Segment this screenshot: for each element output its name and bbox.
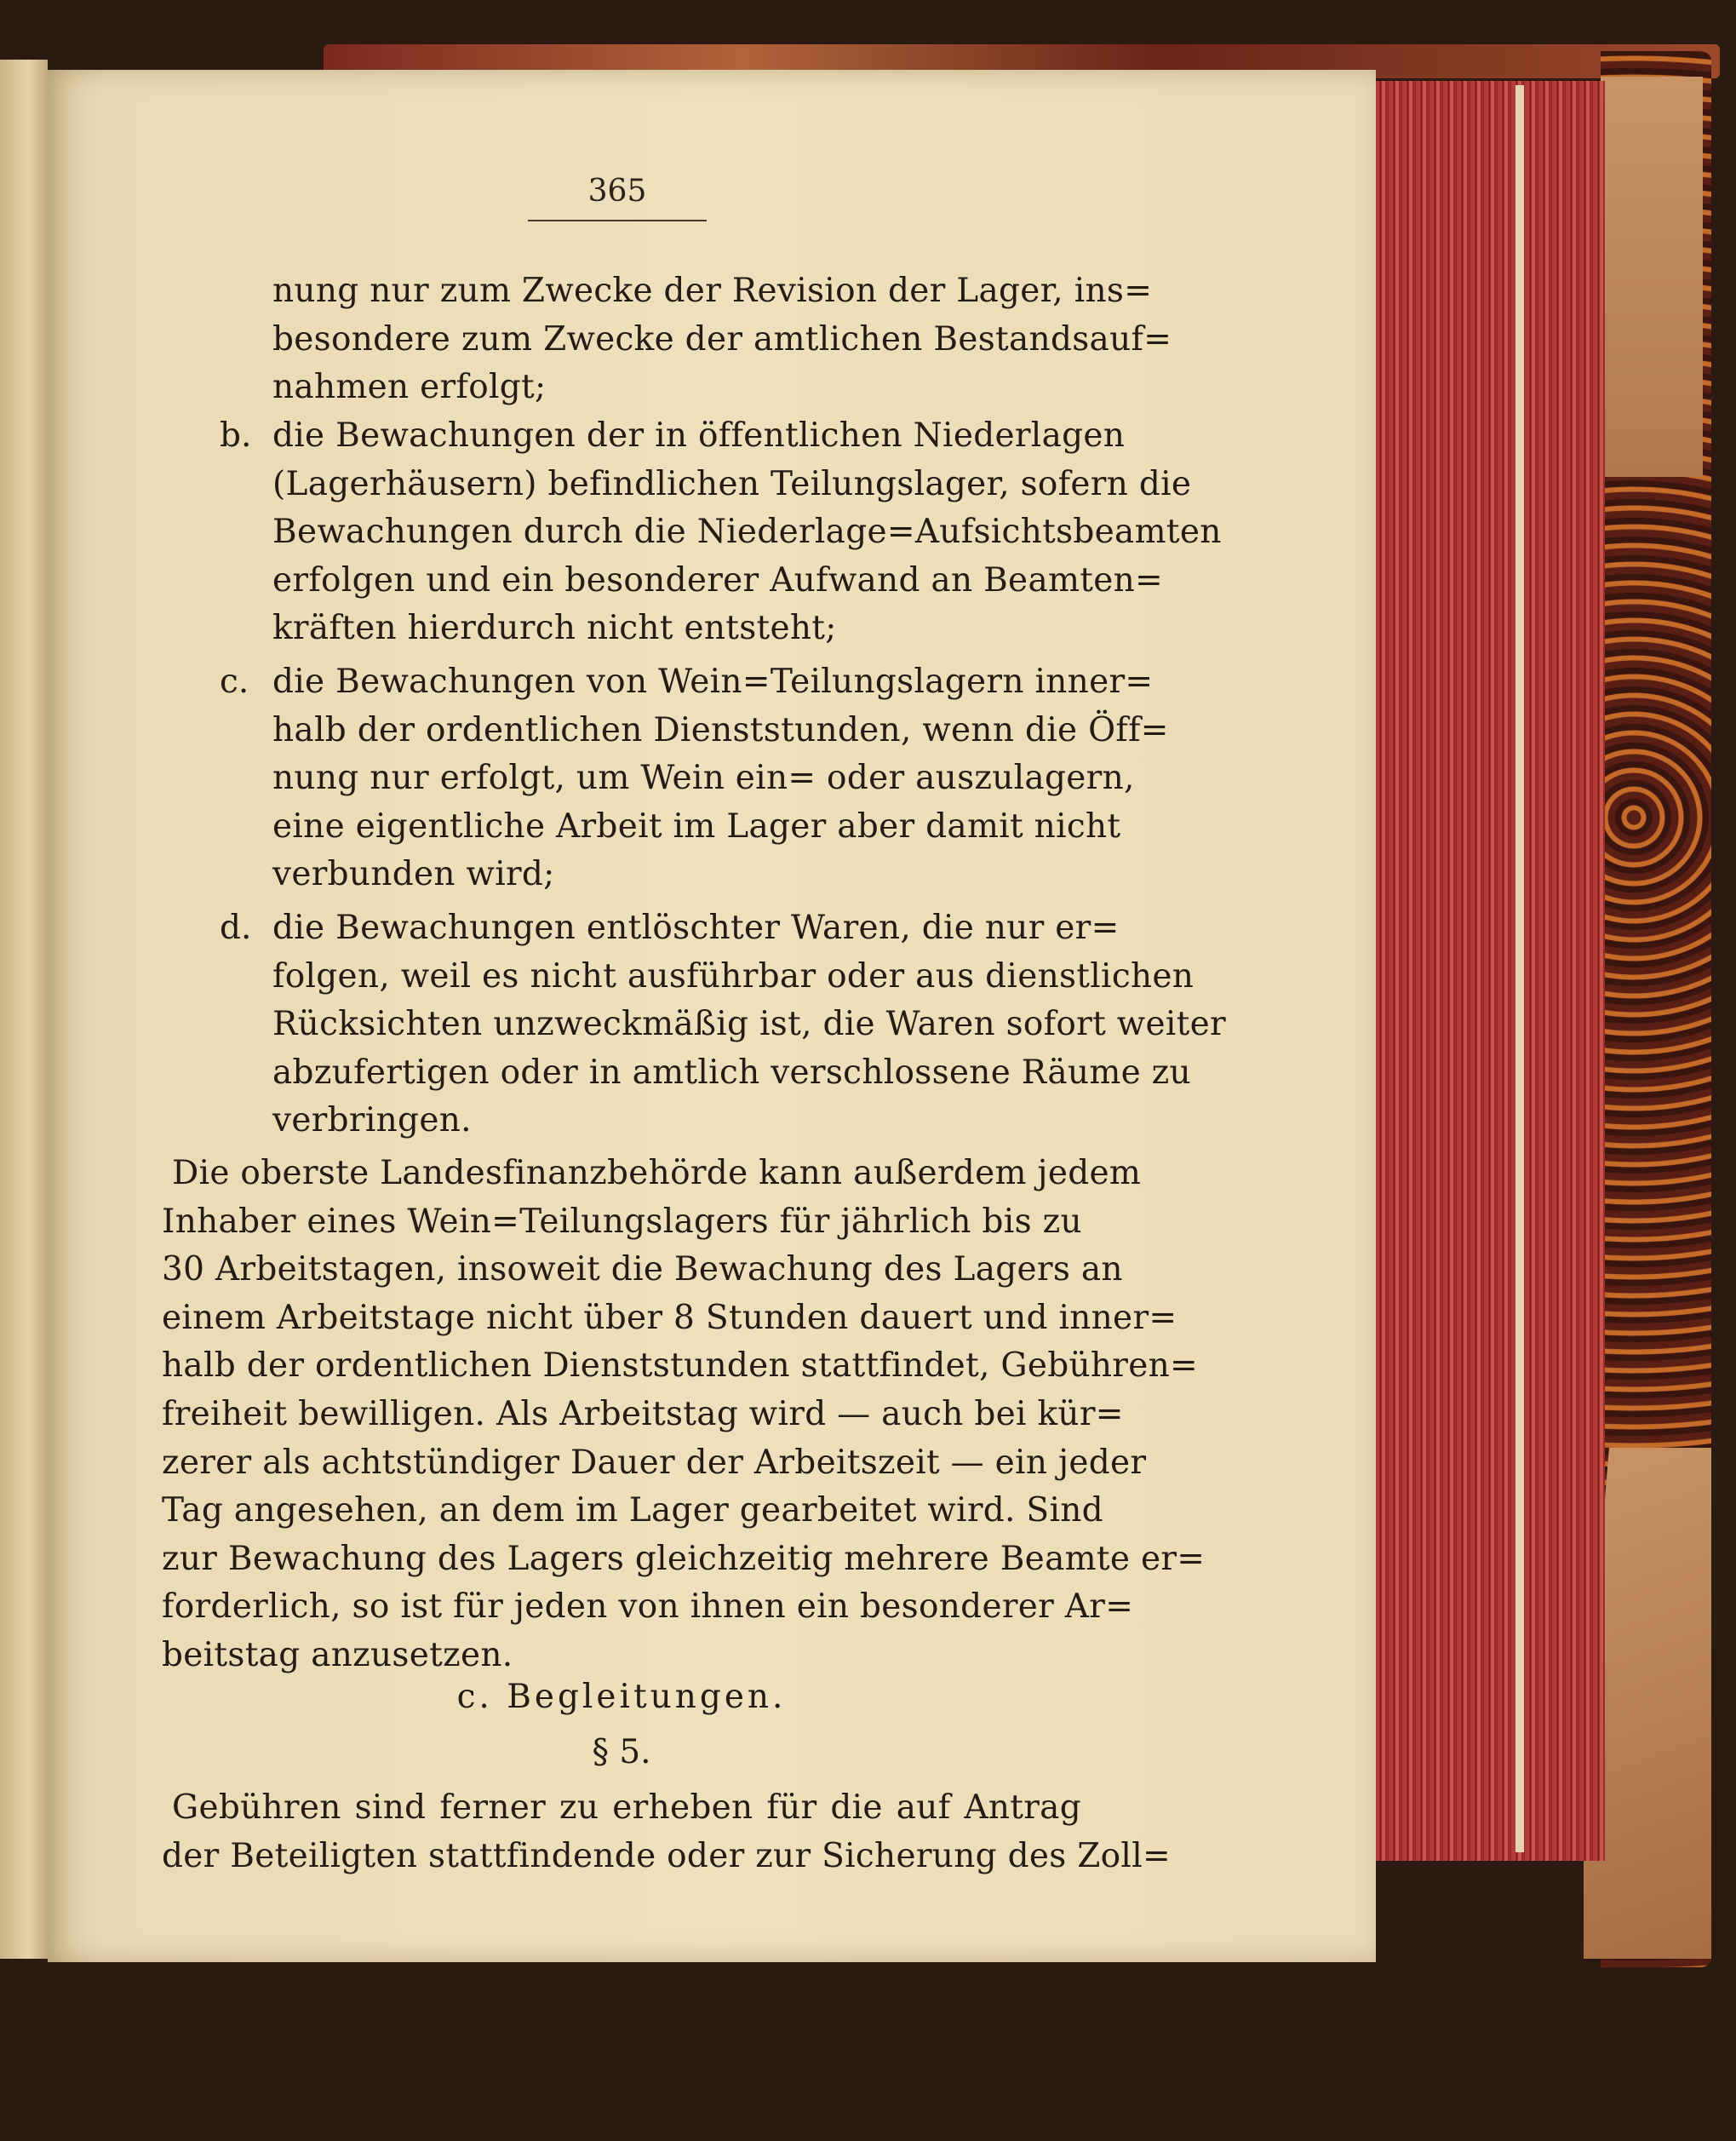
text-line: eine eigentliche Arbeit im Lager aber damit nicht <box>272 806 1121 846</box>
text-line: besondere zum Zwecke der amtlichen Bestandsauf= <box>272 319 1172 359</box>
text-line: halb der ordentlichen Dienststunden, wenn die Öff= <box>272 710 1169 749</box>
continuation-block <box>272 267 1172 412</box>
final-paragraph <box>162 1784 1171 1880</box>
page-edge-gap <box>1515 85 1524 1852</box>
text-line: die Bewachungen von Wein=Teilungslagern inner= <box>272 663 1154 701</box>
text-line: Inhaber eines Wein=Teilungslagers für jährlich bis zu <box>162 1202 1082 1241</box>
item-label-b: b. <box>220 416 252 455</box>
text-line: zur Bewachung des Lagers gleichzeitig mehrere Beamte er= <box>162 1539 1206 1578</box>
text-line: forderlich, so ist für jeden von ihnen ein besonderer Ar= <box>162 1587 1134 1627</box>
text-line: zerer als achtstündiger Dauer der Arbeitszeit — ein jeder <box>162 1443 1147 1482</box>
text-line: halb der ordentlichen Dienststunden stattfindet, Gebühren= <box>162 1346 1199 1386</box>
red-page-edges <box>1372 81 1605 1861</box>
text-line: der Beteiligten stattfindende oder zur Sicherung des Zoll= <box>162 1836 1171 1875</box>
item-label-c: c. <box>220 663 249 701</box>
leather-corner-top <box>1601 77 1703 477</box>
text-line: abzufertigen oder in amtlich verschlossene Räume zu <box>272 1053 1191 1092</box>
text-line: nung nur zum Zwecke der Revision der Lager, ins= <box>272 272 1153 310</box>
text-line: nung nur erfolgt, um Wein ein= oder auszulagern, <box>272 759 1135 798</box>
list-item-b <box>272 412 1222 653</box>
text-line: Gebühren sind ferner zu erheben für die auf Antrag <box>172 1788 1081 1827</box>
text-line: Die oberste Landesfinanzbehörde kann außerdem jedem <box>172 1154 1142 1192</box>
text-line: (Lagerhäusern) befindlichen Teilungslager, sofern die <box>272 464 1192 503</box>
text-line: verbunden wird; <box>272 855 555 894</box>
text-line: Rücksichten unzweckmäßig ist, die Waren sofort weiter <box>272 1005 1226 1044</box>
text-line: freiheit bewilligen. Als Arbeitstag wird — auch bei kür= <box>162 1394 1124 1433</box>
text-line: beitstag anzusetzen. <box>162 1635 513 1674</box>
section-heading: c. Begleitungen. <box>456 1678 787 1716</box>
text-line: Tag angesehen, an dem im Lager gearbeitet wird. Sind <box>162 1491 1103 1530</box>
facing-page-edge <box>0 60 48 1959</box>
section-number: § 5. <box>592 1733 651 1771</box>
text-line: einem Arbeitstage nicht über 8 Stunden dauert und inner= <box>162 1298 1177 1337</box>
text-line: verbringen. <box>272 1101 472 1140</box>
text-line: erfolgen und ein besonderer Aufwand an Beamten= <box>272 560 1164 600</box>
text-line: kräften hierdurch nicht entsteht; <box>272 609 837 648</box>
page-number: 365 <box>528 170 707 221</box>
text-line: die Bewachungen entlöschter Waren, die nur er= <box>272 909 1120 947</box>
text-line: nahmen erfolgt; <box>272 368 547 407</box>
text-line: Bewachungen durch die Niederlage=Aufsichtsbeamten <box>272 513 1222 552</box>
list-item-d <box>272 904 1226 1145</box>
item-label-d: d. <box>220 909 252 947</box>
text-line: die Bewachungen der in öffentlichen Niederlagen <box>272 416 1126 455</box>
text-line: folgen, weil es nicht ausführbar oder aus dienstlichen <box>272 956 1195 996</box>
list-item-c <box>272 658 1169 899</box>
paragraph <box>162 1150 1206 1680</box>
text-line: 30 Arbeitstagen, insoweit die Bewachung des Lagers an <box>162 1250 1123 1289</box>
